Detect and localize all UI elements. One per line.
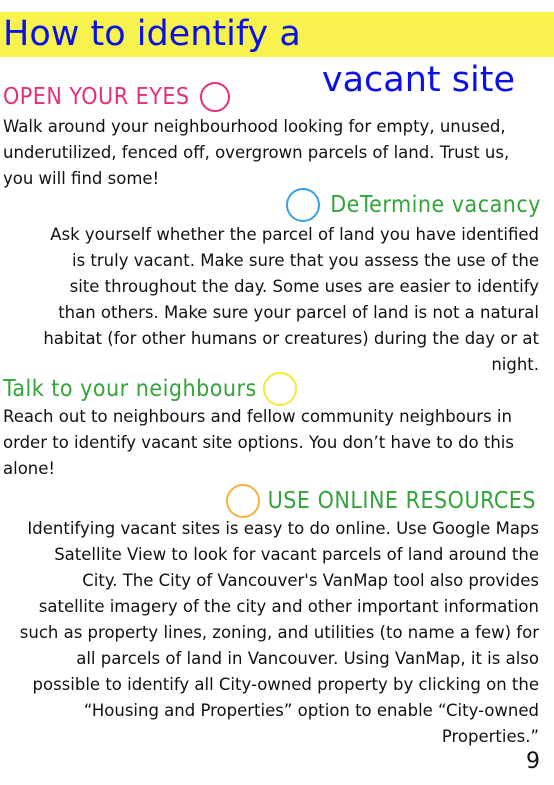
section-heading-determine-vacancy [286, 188, 541, 222]
section-body-talk-to-neighbours: Reach out to neighbours and fellow community neighbours in order to identify vacant site options. You don’t have to do this alone! [3, 407, 514, 478]
yellow-circle-icon [263, 372, 297, 406]
page-title-line-2: vacant site [321, 60, 515, 100]
section-heading-online-resources [226, 484, 536, 518]
page-number: 9 [526, 749, 540, 774]
heading-label: USE ONLINE RESOURCES [267, 488, 536, 514]
page-title-line-1: How to identify a [3, 14, 301, 54]
section-body-determine-vacancy: Ask yourself whether the parcel of land you have identified is truly vacant. Make sure that you assess the use of the site throughout the day. Some uses are easier to identify than others. Make sure your parcel of land is not a natural habitat (for other humans or creatures) during the day or at night. [43, 225, 539, 374]
section-body-open-your-eyes: Walk around your neighbourhood looking for empty, unused, underutilized, fenced off, overgrown parcels of land. Trust us, you will find some! [3, 117, 510, 188]
pink-circle-icon [200, 82, 230, 112]
section-heading-open-your-eyes [3, 82, 230, 112]
blue-circle-icon [286, 188, 320, 222]
section-body-online-resources: Identifying vacant sites is easy to do online. Use Google Maps Satellite View to look for vacant parcels of land around the City. The City of Vancouver's VanMap tool also provides satellite imagery of the city and other important information such as property lines, zoning, and utilities (to name a few) for all parcels of land in Vancouver. Using VanMap, it is also possible to identify all City-owned property by clicking on the “Housing and Properties” option to enable “City-owned Properties.” [19, 519, 539, 746]
heading-label: Talk to your neighbours [3, 376, 257, 402]
orange-circle-icon [226, 484, 260, 518]
section-heading-talk-to-neighbours [3, 372, 297, 406]
heading-label: DeTermine vacancy [330, 192, 541, 218]
heading-label: OPEN YOUR EYES [3, 84, 190, 110]
